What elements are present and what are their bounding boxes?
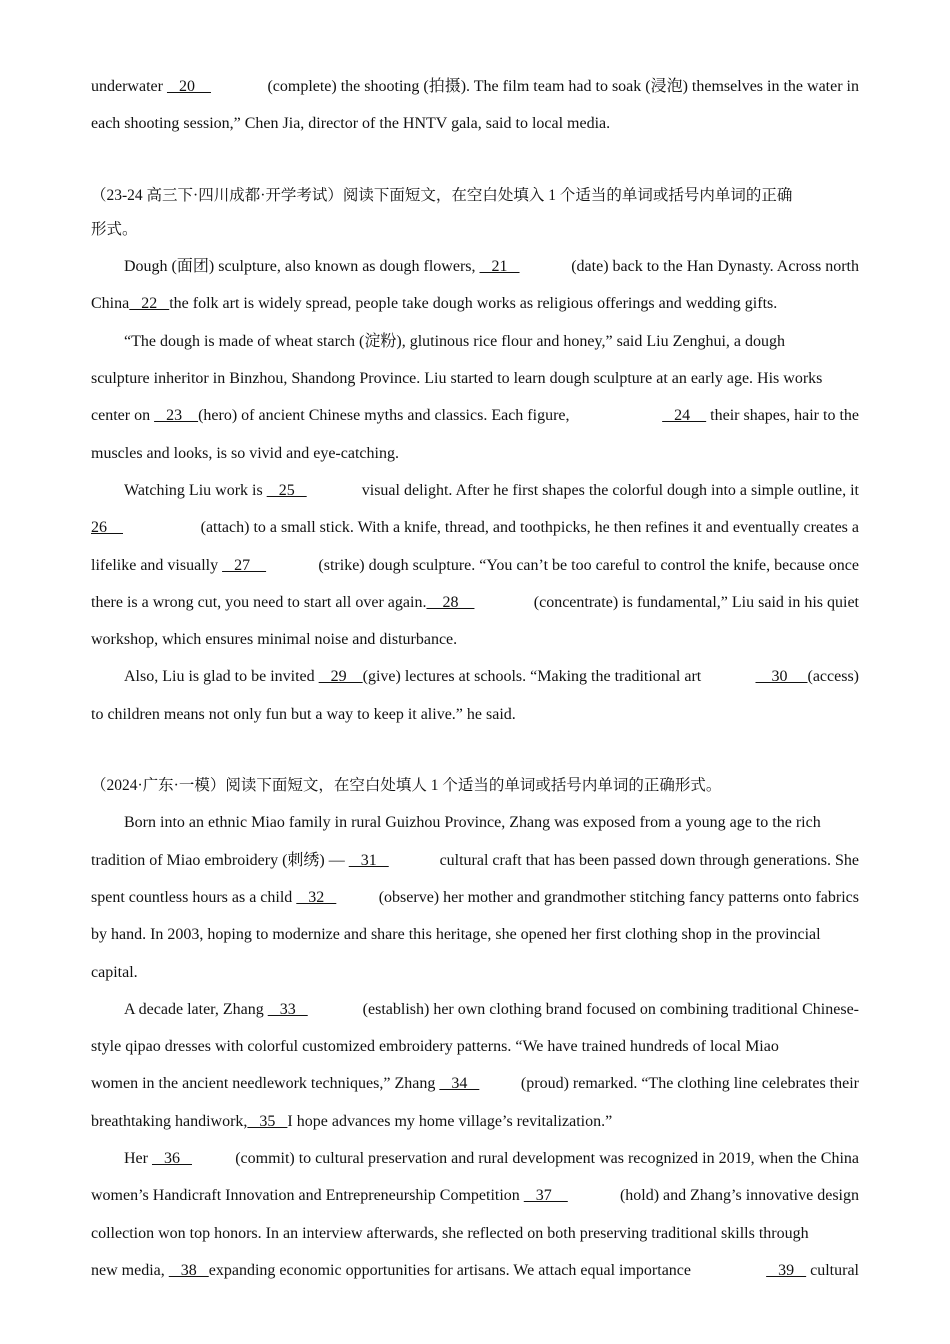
blank-35[interactable]: 35 xyxy=(247,1112,288,1130)
text: (strike) dough sculpture. “You can’t be too careful to control the knife, because once xyxy=(318,556,859,574)
text: Her xyxy=(124,1150,152,1168)
source-heading-1-cont: 形式。 xyxy=(91,220,138,238)
p1-line-2 xyxy=(91,285,859,322)
source-heading-1: （23-24 高三下·四川成都·开学考试）阅读下面短文，在空白处填入 1 个适当的单词或括号内单词的正确 xyxy=(91,186,793,204)
text: I hope advances my home village’s revitalization.” xyxy=(287,1112,613,1130)
blank-29[interactable]: 29 xyxy=(318,668,363,686)
text: visual delight. After he first shapes the colorful dough into a simple outline, it xyxy=(361,481,859,499)
blank-37[interactable]: 37 xyxy=(523,1187,568,1205)
text: (give) lectures at schools. “Making the traditional art xyxy=(362,668,702,686)
blank-36[interactable]: 36 xyxy=(151,1150,192,1168)
p1-line-1 xyxy=(91,248,859,285)
text: (establish) her own clothing brand focused on combining traditional Chinese- xyxy=(362,1000,859,1018)
text: lifelike and visually xyxy=(91,556,223,574)
text: (complete) the shooting (拍摄). The film team had to soak (浸泡) themselves in the water in xyxy=(267,78,859,95)
blank-26[interactable]: 26 xyxy=(91,519,123,537)
s3p3-line-2 xyxy=(91,1177,859,1214)
text: Dough (面团) sculpture, also known as dough flowers, xyxy=(124,258,480,276)
text: breathtaking handiwork, xyxy=(91,1112,248,1130)
s3p1-line-5: capital. xyxy=(91,963,138,981)
p3-line-5: workshop, which ensures minimal noise and disturbance. xyxy=(91,631,458,649)
blank-38[interactable]: 38 xyxy=(168,1261,209,1279)
p3-line-4 xyxy=(91,584,859,621)
blank-34[interactable]: 34 xyxy=(439,1075,480,1093)
text: new media, xyxy=(91,1261,169,1279)
text: (commit) to cultural preservation and rural development was recognized in 2019, when the China xyxy=(235,1150,859,1168)
text: cultural craft that has been passed down through generations. She xyxy=(439,851,859,869)
text: expanding economic opportunities for artisans. We attach equal importance xyxy=(208,1261,692,1279)
blank-23[interactable]: 23 xyxy=(154,407,199,425)
p3-line-2 xyxy=(91,509,859,546)
s3p2-line-1 xyxy=(91,991,859,1028)
p3-line-3 xyxy=(91,547,859,584)
source-heading-2: （2024·广东·一模）阅读下面短文，在空白处填人 1 个适当的单词或括号内单词的正确形式。 xyxy=(91,777,722,795)
blank-25[interactable]: 25 xyxy=(266,481,307,499)
blank-32[interactable]: 32 xyxy=(296,888,337,906)
text: (hero) of ancient Chinese myths and classics. Each figure, xyxy=(198,407,570,425)
p2-line-2: sculpture inheritor in Binzhou, Shandong Province. Liu started to learn dough sculpture at an early age. His works xyxy=(91,370,823,388)
blank-22[interactable]: 22 xyxy=(129,295,170,313)
s1-line-2: each shooting session,” Chen Jia, director of the HNTV gala, said to local media. xyxy=(91,115,611,133)
text: women’s Handicraft Innovation and Entrepreneurship Competition xyxy=(91,1187,524,1205)
s1-line-1 xyxy=(91,68,859,105)
blank-28[interactable]: 28 xyxy=(426,593,475,611)
document-page xyxy=(91,68,859,1289)
text: (proud) remarked. “The clothing line celebrates their xyxy=(520,1075,859,1093)
s3p3-line-1 xyxy=(91,1140,859,1177)
text: (attach) to a small stick. With a knife, thread, and toothpicks, he then refines it and eventually creates a xyxy=(200,519,859,537)
text: (access) xyxy=(807,668,859,686)
text: (observe) her mother and grandmother stitching fancy patterns onto fabrics xyxy=(378,888,859,906)
s3p1-line-4: by hand. In 2003, hoping to modernize and share this heritage, she opened her first clothing shop in the provincial xyxy=(91,926,821,944)
text: Watching Liu work is xyxy=(124,481,267,499)
blank-21[interactable]: 21 xyxy=(479,258,520,276)
p4-line-2: to children means not only fun but a way to keep it alive.” he said. xyxy=(91,705,516,723)
s3p2-line-2: style qipao dresses with colorful customized embroidery patterns. “We have trained hundreds of local Miao xyxy=(91,1038,779,1056)
text: (date) back to the Han Dynasty. Across north xyxy=(571,258,859,276)
s3p1-line-2 xyxy=(91,842,859,879)
blank-27[interactable]: 27 xyxy=(222,556,267,574)
p2-line-3 xyxy=(91,397,859,434)
s3p2-line-3 xyxy=(91,1065,859,1102)
s3p2-line-4 xyxy=(91,1103,859,1140)
p4-line-1 xyxy=(91,658,859,695)
text: spent countless hours as a child xyxy=(91,888,297,906)
text: there is a wrong cut, you need to start all over again. xyxy=(91,593,427,611)
blank-30[interactable]: 30 xyxy=(755,668,808,686)
text: the folk art is widely spread, people take dough works as religious offerings and wedding gifts. xyxy=(169,295,778,313)
text: (hold) and Zhang’s innovative design xyxy=(619,1187,859,1205)
s3p1-line-3 xyxy=(91,879,859,916)
s3p1-line-1: Born into an ethnic Miao family in rural Guizhou Province, Zhang was exposed from a young age to the rich xyxy=(124,814,821,832)
p2-line-4: muscles and looks, is so vivid and eye-catching. xyxy=(91,444,399,462)
text: Also, Liu is glad to be invited xyxy=(124,668,319,686)
blank-31[interactable]: 31 xyxy=(348,851,389,869)
p3-line-1 xyxy=(91,472,859,509)
text: China xyxy=(91,295,130,313)
text: A decade later, Zhang xyxy=(124,1000,268,1018)
blank-24[interactable]: 24 xyxy=(662,407,707,425)
text: center on xyxy=(91,407,155,425)
p2-line-1: “The dough is made of wheat starch (淀粉), glutinous rice flour and honey,” said Liu Zenghui, a dough xyxy=(124,332,786,350)
s3p3-line-4 xyxy=(91,1252,859,1289)
text: their shapes, hair to the xyxy=(706,407,859,425)
s3p3-line-3: collection won top honors. In an interview afterwards, she reflected on both preserving traditional skills through xyxy=(91,1224,809,1242)
blank-39[interactable]: 39 xyxy=(766,1261,807,1279)
text: (concentrate) is fundamental,” Liu said in his quiet xyxy=(533,593,859,611)
text: underwater xyxy=(91,78,167,95)
text: women in the ancient needlework techniques,” Zhang xyxy=(91,1075,440,1093)
text: cultural xyxy=(806,1261,859,1279)
blank-20[interactable]: 20 xyxy=(166,78,211,95)
blank-33[interactable]: 33 xyxy=(267,1000,308,1018)
text: tradition of Miao embroidery (刺绣) — xyxy=(91,851,349,869)
